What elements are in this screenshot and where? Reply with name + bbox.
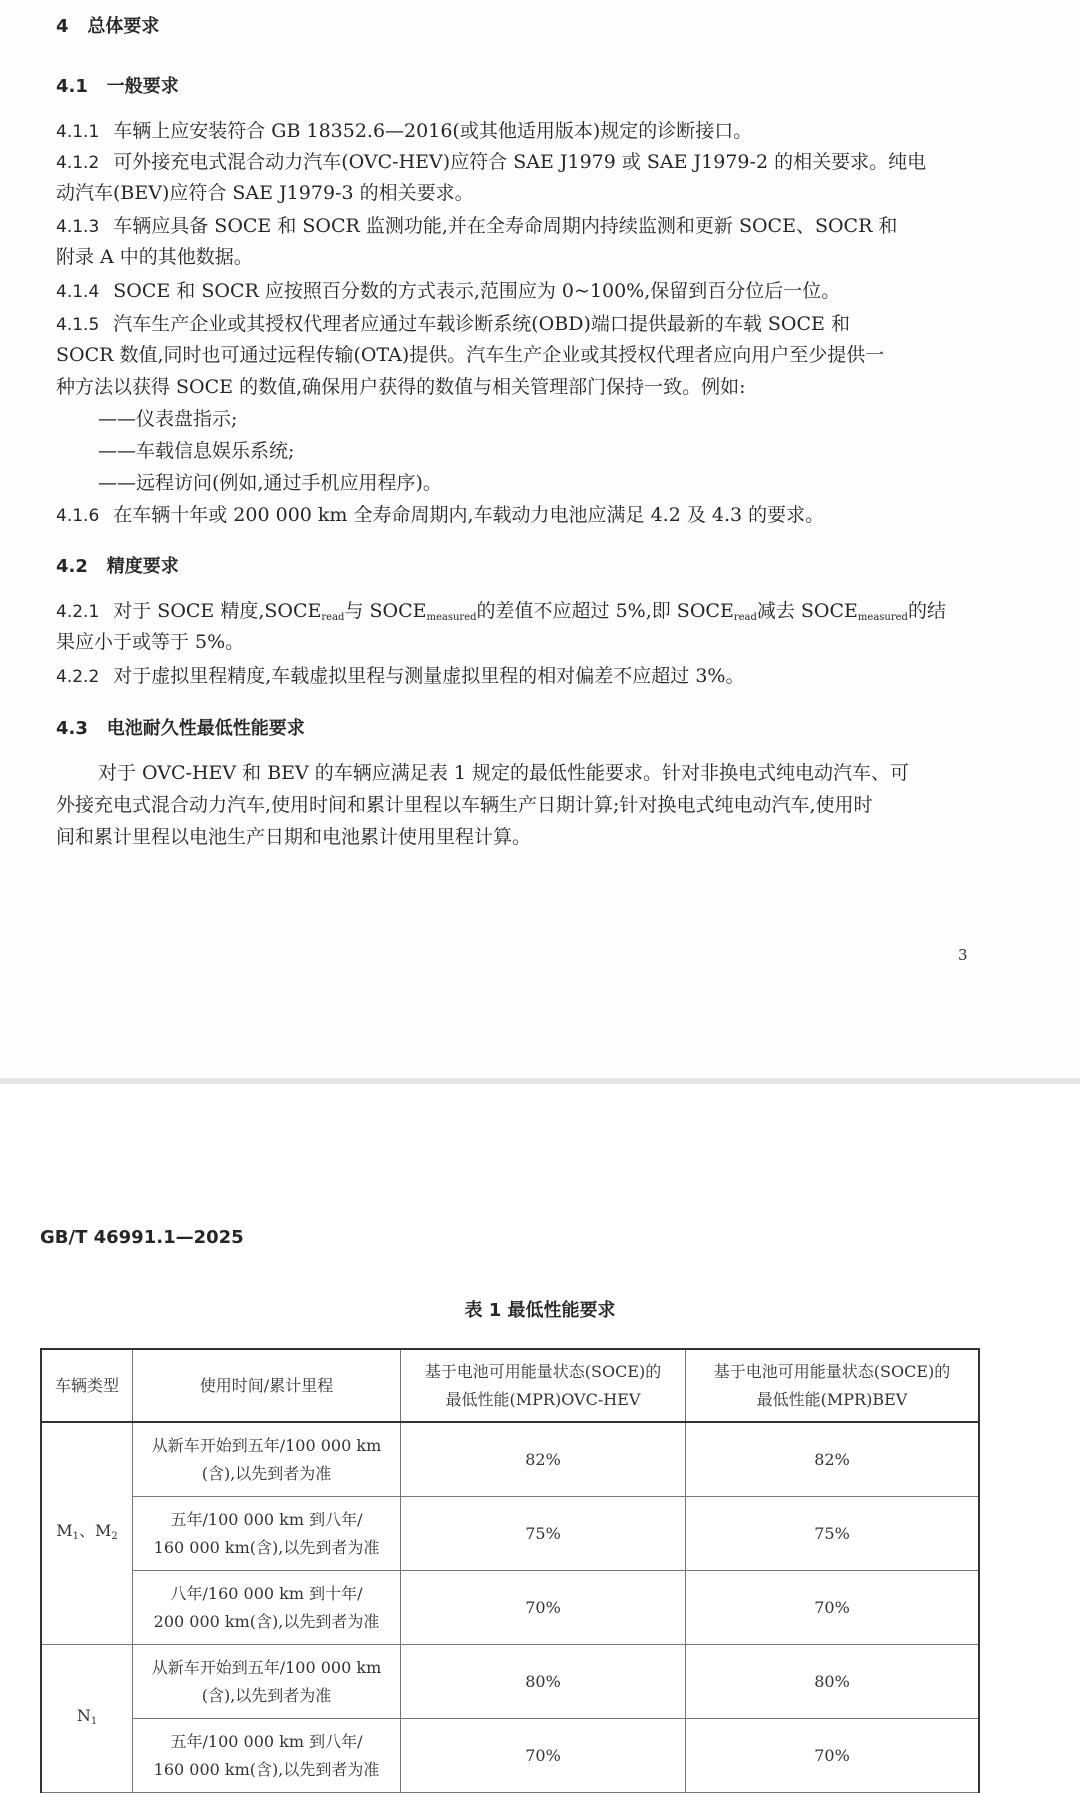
col-header-vehicle-type: 车辆类型 [41, 1349, 133, 1422]
table-row [41, 1571, 979, 1645]
section-4-heading: 4 总体要求 [56, 16, 160, 37]
col-header-hev: 基于电池可用能量状态(SOCE)的 最低性能(MPR)OVC-HEV [401, 1349, 686, 1422]
vehicle-type-m1-m2: $M_1$、$M_2$ [41, 1422, 133, 1645]
table-caption: 表 1 最低性能要求 [464, 1300, 616, 1321]
clause-4-1-5-cont2: 种方法以获得 SOCE 的数值,确保用户获得的数值与相关管理部门保持一致。例如: [56, 376, 746, 398]
clause-4-1-5-cont1: SOCR 数值,同时也可通过远程传输(OTA)提供。汽车生产企业或其授权代理者应向用户至少提供一 [56, 344, 885, 366]
bev-value-cell: 82% [686, 1422, 980, 1497]
bev-value-cell: 80% [686, 1645, 980, 1719]
table-row [41, 1422, 979, 1497]
section-4-2-heading: 4.2 精度要求 [56, 556, 179, 577]
table-header-row [41, 1349, 979, 1422]
section-4-1-heading: 4.1 一般要求 [56, 76, 179, 97]
paragraph-4-3: 对于 OVC-HEV 和 BEV 的车辆应满足表 1 规定的最低性能要求。针对非换电式纯电动汽车、可 [98, 762, 909, 784]
period-cell: 八年/160 000 km 到十年/ 200 000 km(含),以先到者为准 [133, 1571, 401, 1645]
bev-value-cell: 75% [686, 1497, 980, 1571]
clause-4-1-4: 4.1.4 SOCE 和 SOCR 应按照百分数的方式表示,范围应为 0~100%,保留到百分位后一位。 [56, 280, 841, 302]
col-header-bev: 基于电池可用能量状态(SOCE)的 最低性能(MPR)BEV [686, 1349, 980, 1422]
section-4-3-heading: 4.3 电池耐久性最低性能要求 [56, 718, 305, 739]
table-row [41, 1719, 979, 1793]
period-cell: 从新车开始到五年/100 000 km (含),以先到者为准 [133, 1422, 401, 1497]
clause-4-1-2: 4.1.2 可外接充电式混合动力汽车(OVC-HEV)应符合 SAE J1979 或 SAE J1979-2 的相关要求。纯电 [56, 151, 927, 173]
page-number: 3 [958, 946, 968, 964]
table-row [41, 1497, 979, 1571]
bev-value-cell: 70% [686, 1571, 980, 1645]
period-cell: 五年/100 000 km 到八年/ 160 000 km(含),以先到者为准 [133, 1497, 401, 1571]
clause-4-1-6: 4.1.6 在车辆十年或 200 000 km 全寿命周期内,车载动力电池应满足 4.2 及 4.3 的要求。 [56, 504, 825, 526]
clause-4-1-3: 4.1.3 车辆应具备 SOCE 和 SOCR 监测功能,并在全寿命周期内持续监测和更新 SOCE、SOCR 和 [56, 215, 898, 237]
period-cell: 五年/100 000 km 到八年/ 160 000 km(含),以先到者为准 [133, 1719, 401, 1793]
period-cell: 从新车开始到五年/100 000 km (含),以先到者为准 [133, 1645, 401, 1719]
paragraph-4-3-cont1: 外接充电式混合动力汽车,使用时间和累计里程以车辆生产日期计算;针对换电式纯电动汽车,使用时 [56, 794, 873, 816]
hev-value-cell: 70% [401, 1571, 686, 1645]
bev-value-cell: 70% [686, 1719, 980, 1793]
clause-4-1-3-cont: 附录 A 中的其他数据。 [56, 246, 253, 268]
list-item: ——远程访问(例如,通过手机应用程序)。 [98, 472, 442, 494]
hev-value-cell: 80% [401, 1645, 686, 1719]
clause-4-1-2-cont: 动汽车(BEV)应符合 SAE J1979-3 的相关要求。 [56, 182, 474, 204]
clause-4-1-1: 4.1.1 车辆上应安装符合 GB 18352.6—2016(或其他适用版本)规定的诊断接口。 [56, 120, 753, 142]
hev-value-cell: 82% [401, 1422, 686, 1497]
standard-number: GB/T 46991.1—2025 [40, 1227, 244, 1248]
col-header-period: 使用时间/累计里程 [133, 1349, 401, 1422]
hev-value-cell: 75% [401, 1497, 686, 1571]
clause-4-2-2: 4.2.2 对于虚拟里程精度,车载虚拟里程与测量虚拟里程的相对偏差不应超过 3%。 [56, 665, 745, 687]
page-4 [0, 1084, 1080, 1790]
performance-table [40, 1348, 980, 1793]
paragraph-4-3-cont2: 间和累计里程以电池生产日期和电池累计使用里程计算。 [56, 826, 532, 848]
hev-value-cell: 70% [401, 1719, 686, 1793]
list-item: ——仪表盘指示; [98, 408, 238, 430]
clause-4-2-1-cont: 果应小于或等于 5%。 [56, 631, 245, 653]
list-item: ——车载信息娱乐系统; [98, 440, 295, 462]
clause-4-2-1: 4.2.1 对于 SOCE 精度$,SOCE_{read}$与 $SOCE_{measured}$的差值不应超过 5%,即 $SOCE_{read}$减去 $SOCE_{measured}$的结 [56, 600, 946, 623]
table-row [41, 1645, 979, 1719]
vehicle-type-n1: $N_1$ [41, 1645, 133, 1793]
clause-4-1-5: 4.1.5 汽车生产企业或其授权代理者应通过车载诊断系统(OBD)端口提供最新的车载 SOCE 和 [56, 313, 850, 335]
